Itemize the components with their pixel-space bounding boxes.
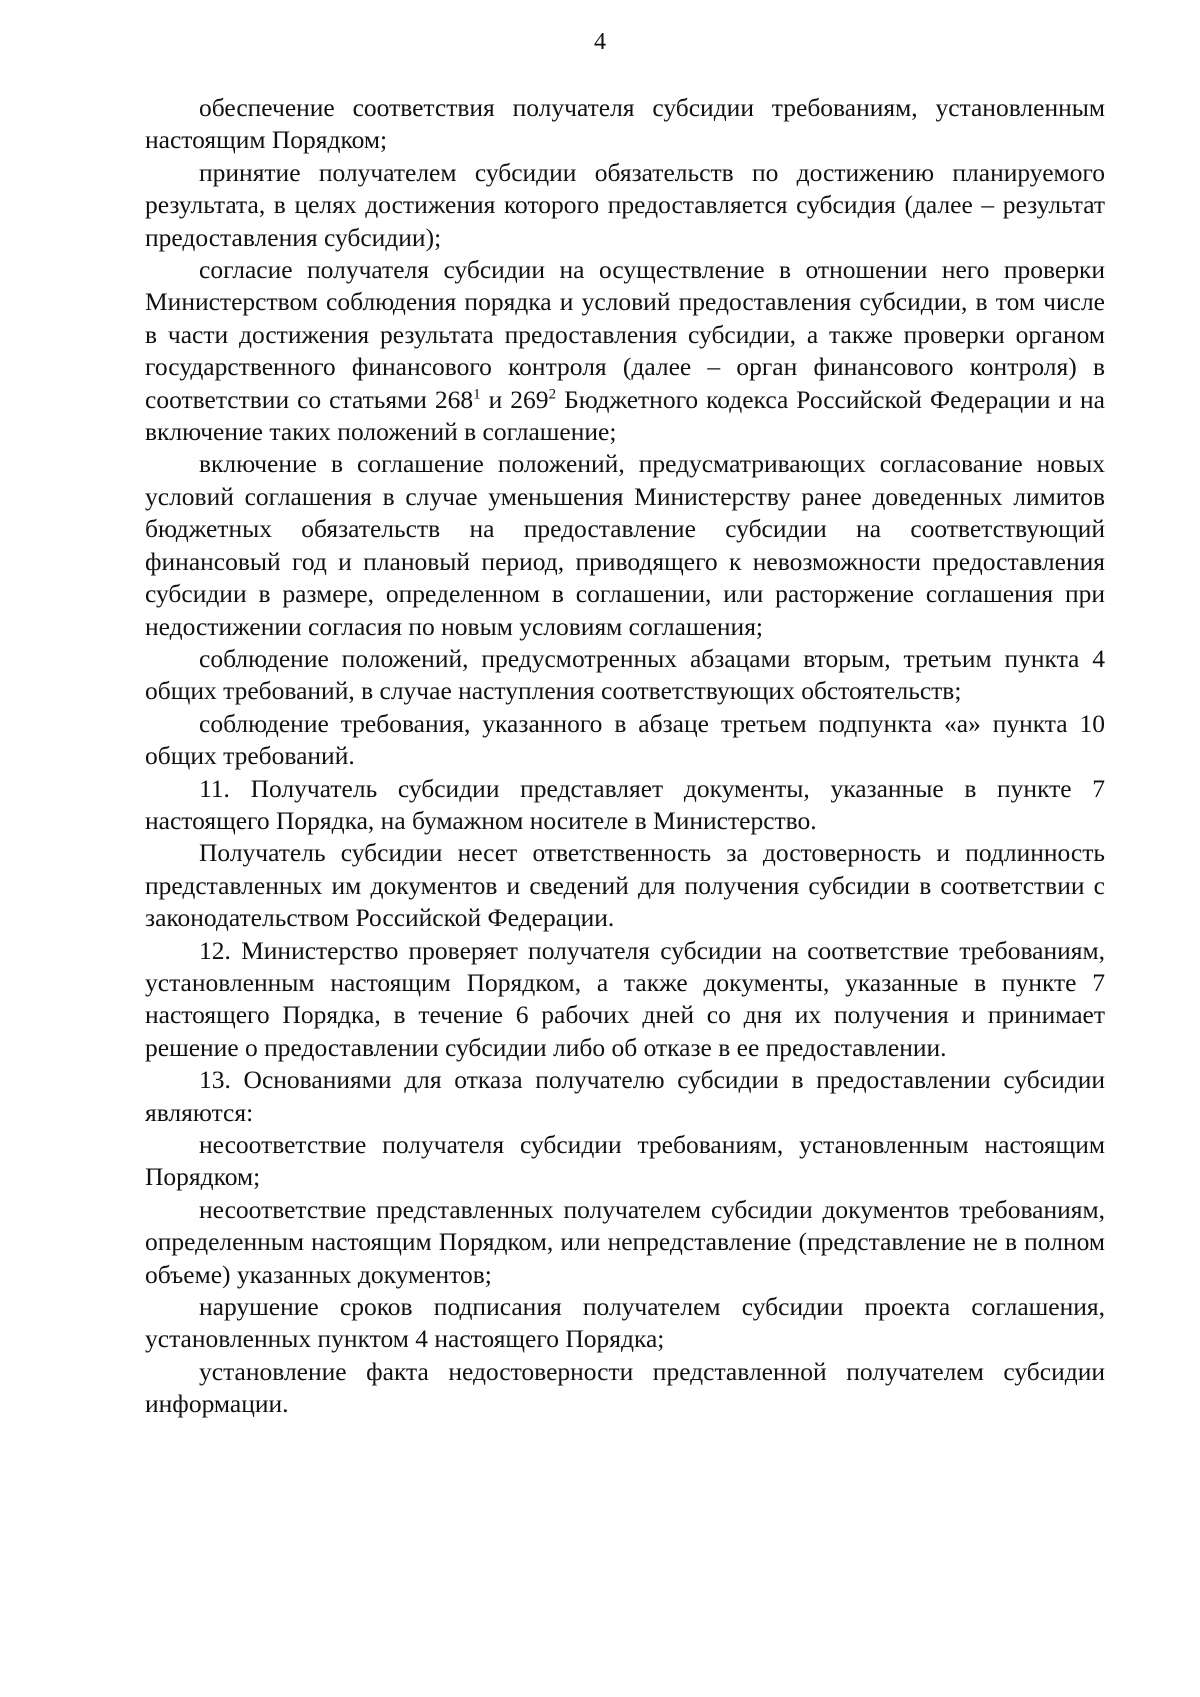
- paragraph-6: соблюдение требования, указанного в абзаце третьем подпункта «а» пункта 10 общих требований.: [145, 708, 1105, 771]
- footnote-superscript-2: 2: [548, 386, 557, 403]
- paragraph-9: 12. Министерство проверяет получателя субсидии на соответствие требованиям, установленным настоящим Порядком, а также документы, указанные в пункте 7 настоящего Порядка, в течение 6 рабочих дней со дня их получения и принимает решение о предоставлении субсидии либо об отказе в ее предоставлении.: [145, 935, 1105, 1062]
- paragraph-3: [145, 254, 1105, 448]
- paragraph-14: установление факта недостоверности представленной получателем субсидии информации.: [145, 1356, 1105, 1419]
- paragraph-3-text-a: согласие получателя субсидии на осуществление в отношении него проверки Министерством соблюдения порядка и условий предоставления субсидии, в том числе в части достижения результата предоставления субсидии, а также проверки органом государственного финансового контроля (далее – орган финансового контроля) в соответствии со статьями 268: [145, 255, 1105, 414]
- paragraph-13: нарушение сроков подписания получателем субсидии проекта соглашения, установленных пунктом 4 настоящего Порядка;: [145, 1292, 1105, 1354]
- page-number: 4: [594, 29, 606, 55]
- paragraph-3-text-b: и 269: [480, 384, 549, 414]
- paragraph-3-text-c: Бюджетного кодекса Российской Федерации и на включение таких положений в соглашение;: [145, 384, 1105, 447]
- paragraph-2: принятие получателем субсидии обязательств по достижению планируемого результата, в целях достижения которого предоставляется субсидия (далее – результат предоставления субсидии);: [145, 157, 1105, 252]
- paragraph-1: обеспечение соответствия получателя субсидии требованиям, установленным настоящим Порядком;: [145, 93, 1105, 155]
- paragraph-7: 11. Получатель субсидии представляет документы, указанные в пункте 7 настоящего Порядка, на бумажном носителе в Министерство.: [145, 773, 1105, 835]
- paragraph-8: Получатель субсидии несет ответственность за достоверность и подлинность представленных им документов и сведений для получения субсидии в соответствии с законодательством Российской Федерации.: [145, 838, 1105, 933]
- document-body: [145, 92, 1105, 1421]
- paragraph-5: соблюдение положений, предусмотренных абзацами вторым, третьим пункта 4 общих требований, в случае наступления соответствующих обстоятельств;: [145, 643, 1105, 706]
- paragraph-11: несоответствие получателя субсидии требованиям, установленным настоящим Порядком;: [145, 1130, 1105, 1192]
- paragraph-12: несоответствие представленных получателем субсидии документов требованиям, определенным настоящим Порядком, или непредставление (представление не в полном объеме) указанных документов;: [145, 1194, 1105, 1289]
- footnote-superscript-1: 1: [473, 386, 481, 403]
- paragraph-4: включение в соглашение положений, предусматривающих согласование новых условий соглашения в случае уменьшения Министерству ранее доведенных лимитов бюджетных обязательств на предоставление субсидии на соответствующий финансовый год и плановый период, приводящего к невозможности предоставления субсидии в размере, определенном в соглашении, или расторжение соглашения при недостижении согласия по новым условиям соглашения;: [145, 449, 1105, 641]
- paragraph-10: 13. Основаниями для отказа получателю субсидии в предоставлении субсидии являются:: [145, 1065, 1105, 1127]
